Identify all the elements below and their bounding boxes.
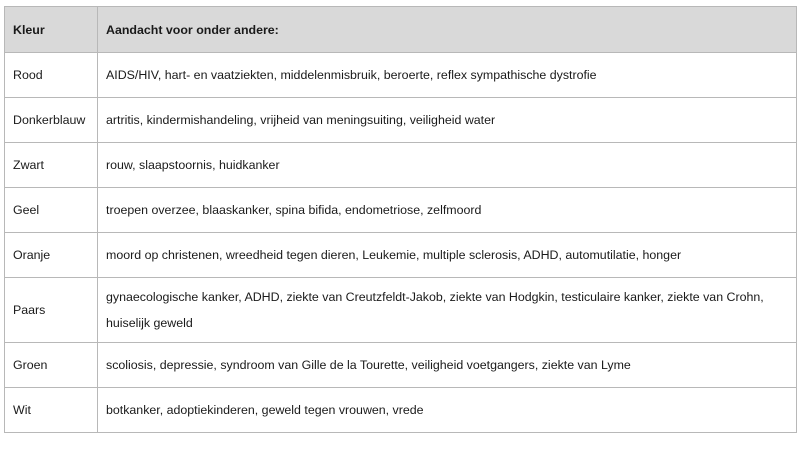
topics-cell: gynaecologische kanker, ADHD, ziekte van Creutzfeldt-Jakob, ziekte van Hodgkin, testiculaire kanker, ziekte van Crohn, huiselijk geweld: [98, 278, 797, 343]
topics-cell: artritis, kindermishandeling, vrijheid van meningsuiting, veiligheid water: [98, 98, 797, 143]
topics-cell: rouw, slaapstoornis, huidkanker: [98, 143, 797, 188]
table-row: [5, 278, 797, 343]
table-row: [5, 388, 797, 433]
color-cell: Donkerblauw: [5, 98, 98, 143]
topics-cell: AIDS/HIV, hart- en vaatziekten, middelenmisbruik, beroerte, reflex sympathische dystrofie: [98, 53, 797, 98]
topics-cell: scoliosis, depressie, syndroom van Gille de la Tourette, veiligheid voetgangers, ziekte van Lyme: [98, 343, 797, 388]
table-row: [5, 343, 797, 388]
awareness-colors-table: [4, 6, 797, 433]
table-row: [5, 143, 797, 188]
color-cell: Rood: [5, 53, 98, 98]
column-header-aandacht: Aandacht voor onder andere:: [98, 7, 797, 53]
color-cell: Wit: [5, 388, 98, 433]
column-header-kleur: Kleur: [5, 7, 98, 53]
table-row: [5, 53, 797, 98]
color-cell: Paars: [5, 278, 98, 343]
table-header-row: [5, 7, 797, 53]
color-cell: Oranje: [5, 233, 98, 278]
topics-cell: botkanker, adoptiekinderen, geweld tegen vrouwen, vrede: [98, 388, 797, 433]
table-row: [5, 188, 797, 233]
table-row: [5, 98, 797, 143]
color-cell: Zwart: [5, 143, 98, 188]
topics-cell: troepen overzee, blaaskanker, spina bifida, endometriose, zelfmoord: [98, 188, 797, 233]
color-cell: Geel: [5, 188, 98, 233]
color-cell: Groen: [5, 343, 98, 388]
table-row: [5, 233, 797, 278]
topics-cell: moord op christenen, wreedheid tegen dieren, Leukemie, multiple sclerosis, ADHD, automutilatie, honger: [98, 233, 797, 278]
